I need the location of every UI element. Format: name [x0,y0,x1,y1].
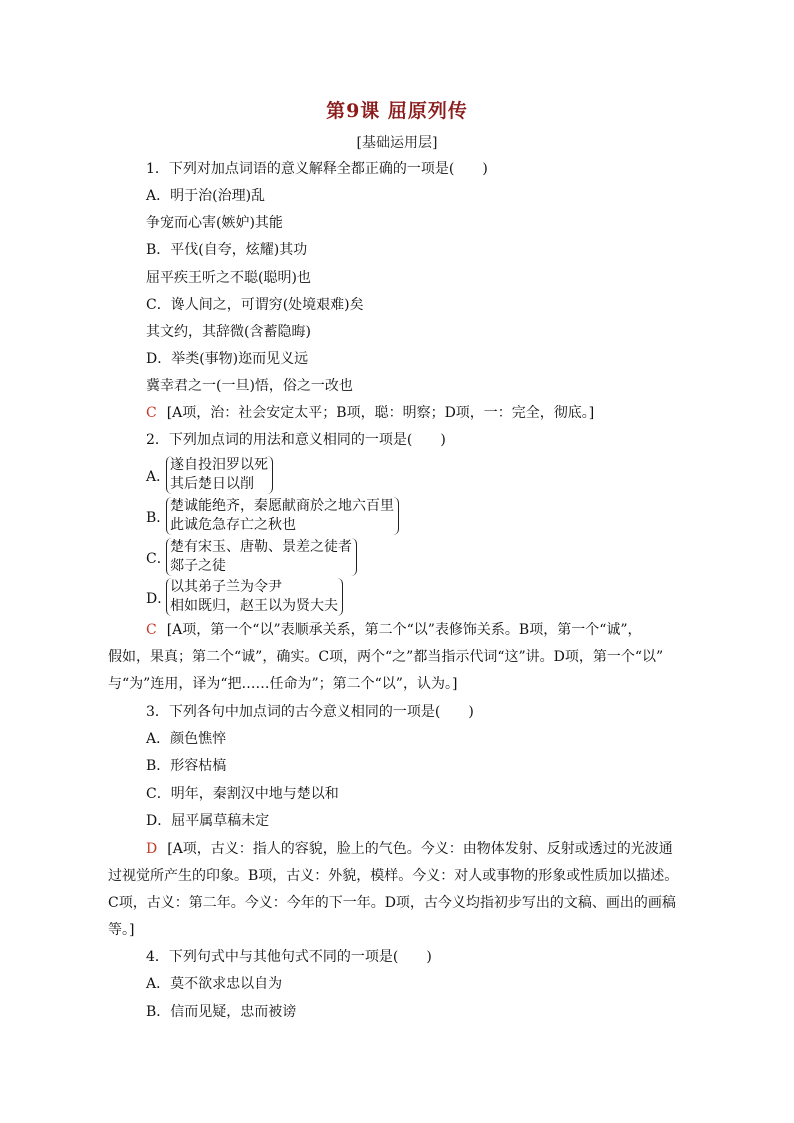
q2-option-c-label: C． [146,551,171,567]
q2-explanation-line3: 与“为”连用，译为“把……任命为”；第二个“以”，认为。] [108,676,458,692]
q2-answer [146,620,642,640]
q1-answer [146,403,594,423]
q3-explanation-line3: C项，古义：第二年。今义：今年的下一年。D项，古今义均指初步写出的文稿、画出的画稿 [108,895,676,911]
lesson-title: 第9课 屈原列传 [326,100,468,122]
q3-answer [146,839,673,859]
q1-option-a-line1: A．明于治(治理)乱 [146,188,266,204]
q1-option-b-line2: 屈平疾王听之不聪(聪明)也 [146,270,311,286]
q1-option-c-line2: 其文约，其辞微(含蓄隐晦) [146,324,311,340]
q2-option-b-label: B． [146,510,171,526]
q1-option-d-line2: 冀幸君之一(一旦)悟，俗之一改也 [146,378,353,394]
q3-option-d: D．屈平属草稿未定 [146,813,270,829]
q2-option-c-line1: 楚有宋玉、唐勒、景差之徒者 [170,539,352,555]
q2-option-c-line2: 郯子之徒 [170,558,226,574]
section-heading: [基础运用层] [356,135,438,151]
q2-explanation-line2: 假如，果真；第二个“诚”，确实。C项，两个“之”都当指示代词“这”讲。D项，第一个“以” [108,649,664,665]
q2-option-a-bracket [166,456,273,494]
q2-option-c-bracket [166,538,357,576]
q2-stem: 2．下列加点词的用法和意义相同的一项是( ) [146,432,446,448]
q2-option-a-line1: 遂自投汨罗以死 [170,457,268,473]
q2-answer-letter: C [146,622,157,638]
q1-option-c-line1: C．谗人间之，可谓穷(处境艰难)矣 [146,297,364,313]
q1-option-b-line1: B．平伐(自夸，炫耀)其功 [146,242,308,258]
q4-option-a: A．莫不欲求忠以自为 [146,976,283,992]
q3-option-c: C．明年，秦割汉中地与楚以和 [146,786,339,802]
q4-stem: 4．下列句式中与其他句式不同的一项是( ) [146,949,432,965]
q4-option-b: B．信而见疑，忠而被谤 [146,1004,297,1020]
q2-explanation-line1: [A项，第一个“以”表顺承关系，第二个“以”表修饰关系。B项，第一个“诚”， [166,622,642,638]
q3-explanation-line1: [A项，古义：指人的容貌，脸上的气色。今义：由物体发射、反射或透过的光波通 [167,841,673,857]
q1-explanation: [A项，治：社会安定太平；B项，聪：明察；D项，一：完全，彻底。] [166,405,595,421]
q2-option-d-label: D． [146,591,172,607]
q2-option-d-line1: 以其弟子兰为令尹 [170,579,282,595]
q2-option-d-line2: 相如既归，赵王以为贤大夫 [170,598,338,614]
q3-option-a: A．颜色憔悴 [146,731,227,747]
q1-option-d-line1: D．举类(事物)迩而见义远 [146,351,309,367]
q2-option-a-line2: 其后楚日以削 [170,476,254,492]
q1-option-a-line2: 争宠而心害(嫉妒)其能 [146,215,283,231]
q2-option-b-line1: 楚诚能绝齐，秦愿献商於之地六百里 [170,498,394,514]
q3-answer-letter: D [146,841,158,857]
q1-answer-letter: C [146,405,157,421]
q3-option-b: B．形容枯槁 [146,758,227,774]
q2-option-b-bracket [166,497,399,535]
q2-option-d-bracket [166,578,343,616]
q3-explanation-line2: 过视觉所产生的印象。B项，古义：外貌，模样。今义：对人或事物的形象或性质加以描述。 [108,868,679,884]
q1-stem: 1．下列对加点词语的意义解释全都正确的一项是( ) [146,161,488,177]
q3-stem: 3．下列各句中加点词的古今意义相同的一项是( ) [146,704,474,720]
q3-explanation-line4: 等。] [108,922,135,938]
q2-option-b-line2: 此诚危急存亡之秋也 [170,517,296,533]
q2-option-a-label: A． [146,469,171,485]
